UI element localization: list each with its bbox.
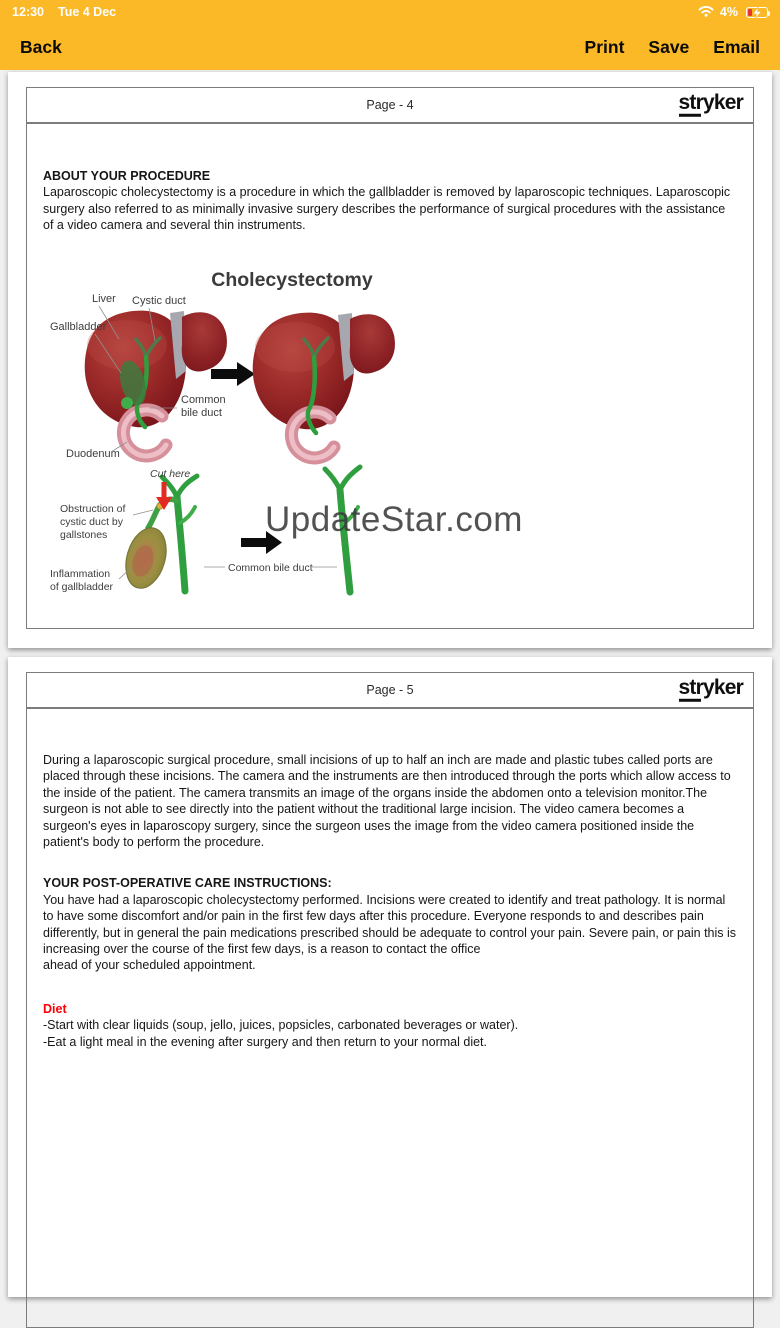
about-procedure-paragraph: Laparoscopic cholecystectomy is a procedure in which the gallbladder is removed by laparoscopic techniques. Laparoscopic surgery also referred to as minimally invasive surgery describes the performance of surgical procedures with the assistance of a video camera and several thin instruments. — [43, 185, 731, 233]
battery-charging-icon — [746, 7, 768, 18]
updatestar-watermark: UpdateStar.com — [265, 499, 523, 539]
page5-body — [26, 708, 754, 1328]
email-button[interactable]: Email — [713, 36, 760, 57]
laparoscopic-procedure-paragraph: During a laparoscopic surgical procedure, small incisions of up to half an inch are made and plastic tubes called ports are placed through these incisions. The camera and the instruments are then introduced through the ports which allow access to the inside of the patient. The camera transmits an image of the organs inside the abdomen onto a television monitor.The surgeon is not able to see directly into the patient without the traditional large incision. The video camera becomes a surgeon's eyes in laparoscopy surgery, since the surgeon uses the image from the video camera positioned inside the patient's body to perform the procedure. — [43, 753, 731, 850]
label-obstruction-2: cystic duct by — [60, 515, 124, 528]
battery-percent: 4% — [719, 5, 738, 19]
wifi-icon — [698, 5, 714, 20]
pdf-page-4 — [8, 72, 772, 648]
label-common-bile-duct-bottom: Common bile duct — [228, 561, 313, 574]
label-cut-here: Cut here — [150, 467, 191, 480]
clock: 12:30 — [12, 5, 44, 19]
label-common-bile-duct-1: Common — [181, 393, 226, 406]
label-inflammation-2: of gallbladder — [50, 580, 114, 593]
cholecystectomy-diagram — [49, 261, 523, 607]
pdf-page-5 — [8, 657, 772, 1297]
save-button[interactable]: Save — [648, 36, 690, 57]
date: Tue 4 Dec — [57, 5, 117, 19]
label-duodenum: Duodenum — [66, 447, 120, 460]
label-liver: Liver — [92, 292, 116, 305]
post-operative-care-paragraph-continued: ahead of your scheduled appointment. — [43, 958, 256, 973]
back-button[interactable]: Back — [20, 36, 62, 57]
section-title-diet: Diet — [43, 1001, 67, 1016]
document-scroll-area[interactable] — [0, 70, 780, 1049]
page4-header — [26, 87, 754, 123]
section-title-post-operative-care: YOUR POST-OPERATIVE CARE INSTRUCTIONS: — [43, 876, 332, 891]
diet-instruction-item: -Start with clear liquids (soup, jello, juices, popsicles, carbonated beverages or water). — [43, 1018, 519, 1033]
label-inflammation-1: Inflammation — [50, 567, 111, 580]
label-gallbladder: Gallbladder — [50, 320, 107, 333]
stryker-logo-underline — [679, 699, 701, 702]
stryker-logo: stryker — [679, 92, 743, 117]
page5-number-label: Page - 5 — [366, 683, 414, 697]
gallbladder-obstruction-illustration — [119, 476, 197, 593]
label-cystic-duct: Cystic duct — [132, 294, 186, 307]
label-obstruction-1: Obstruction of — [60, 502, 126, 515]
page5-header — [26, 672, 754, 708]
top-bar — [0, 0, 780, 70]
status-bar — [0, 0, 780, 24]
navigation-toolbar — [0, 24, 780, 70]
print-button[interactable]: Print — [584, 36, 625, 57]
stryker-logo-underline — [679, 114, 701, 117]
page4-body — [26, 123, 754, 629]
diagram-title: Cholecystectomy — [211, 268, 373, 291]
transition-arrow-top — [211, 362, 255, 386]
diet-instruction-item: -Eat a light meal in the evening after surgery and then return to your normal diet. — [43, 1034, 487, 1049]
label-common-bile-duct-2: bile duct — [181, 406, 222, 419]
stryker-logo: stryker — [679, 677, 743, 702]
liver-after-illustration — [253, 312, 395, 457]
label-obstruction-3: gallstones — [60, 528, 108, 541]
post-operative-care-paragraph: You have had a laparoscopic cholecystectomy performed. Incisions were created to identify and treat pathology. It is normal to have some discomfort and/or pain in the first few days after this procedure. Everyone responds to and describes pain differently, but in general the pain medications prescribed should be adequate to control your pain. Severe pain, or pain this is increasing over the course of the first few days, is a reason to contact the office — [43, 892, 737, 957]
section-title-about-procedure: ABOUT YOUR PROCEDURE — [43, 169, 211, 183]
page4-number-label: Page - 4 — [366, 98, 414, 112]
